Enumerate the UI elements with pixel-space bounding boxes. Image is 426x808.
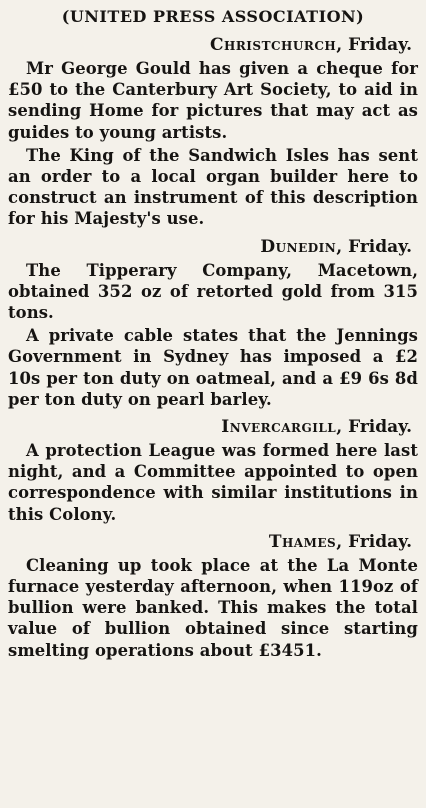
- news-paragraph: A private cable states that the Jennings Government in Sydney has imposed a £2 10s per ton duty on oatmeal, and a £9 6s 8d per ton duty on pearl barley.: [8, 326, 418, 409]
- dateline: Christchurch, Friday.: [209, 35, 412, 55]
- news-paragraph: The Tipperary Company, Macetown, obtained 352 oz of retorted gold from 315 tons.: [8, 260, 418, 323]
- dateline-city: Thames: [268, 531, 337, 552]
- dateline: Dunedin, Friday.: [260, 236, 412, 257]
- dateline-day: Friday.: [348, 417, 412, 438]
- section-dunedin: [8, 236, 418, 410]
- news-paragraph: Mr George Gould has given a cheque for £50 to the Canterbury Art Society, to aid in sending Home for pictures that may act as guides to young artists.: [8, 59, 418, 142]
- dateline-city: Dunedin: [260, 236, 337, 257]
- dateline-day: Friday.: [348, 531, 412, 552]
- dateline: Thames, Friday.: [268, 531, 412, 552]
- agency-header: (UNITED PRESS ASSOCIATION): [61, 7, 365, 26]
- news-paragraph: The King of the Sandwich Isles has sent an order to a local organ builder here to construct an instrument of this description for his Majesty's use.: [8, 145, 418, 229]
- section-christchurch: [8, 34, 418, 230]
- news-paragraph: A protection League was formed here last night, and a Committee appointed to open correspondence with similar institutions in this Colony.: [8, 441, 418, 524]
- section-thames: [8, 531, 418, 661]
- dateline-city: Christchurch: [209, 35, 337, 55]
- dateline-city: Invercargill: [221, 417, 337, 438]
- section-invercargill: [8, 416, 418, 525]
- dateline-day: Friday.: [348, 35, 412, 55]
- news-paragraph: Cleaning up took place at the La Monte furnace yesterday afternoon, when 119oz of bullion were banked. This makes the total value of bullion obtained since starting smelting operations about £3451.: [8, 555, 418, 660]
- dateline: Invercargill, Friday.: [221, 417, 412, 438]
- dateline-day: Friday.: [348, 236, 412, 257]
